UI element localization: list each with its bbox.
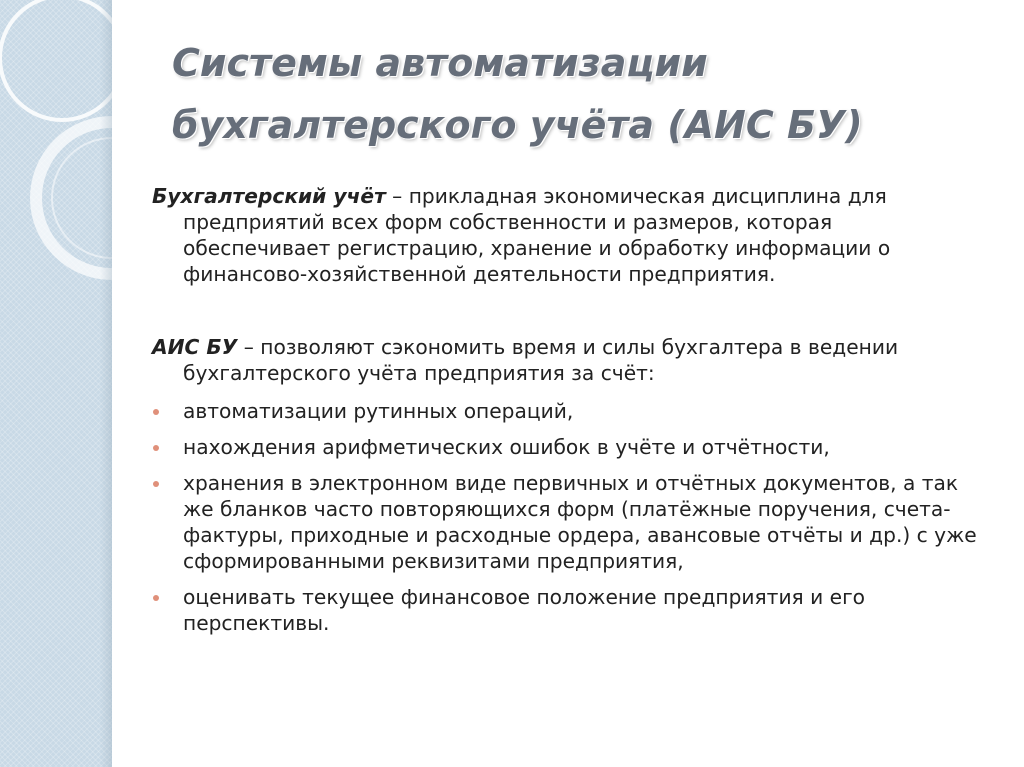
list-item-text: оценивать текущее финансовое положение предприятия и его перспективы. <box>183 585 866 635</box>
sidebar-shade <box>100 0 112 767</box>
list-item <box>152 470 982 574</box>
decorative-sidebar <box>0 0 112 767</box>
title-line-2: бухгалтерского учёта (АИС БУ) <box>172 103 863 147</box>
bullet-dot-icon <box>153 595 159 601</box>
decorative-rings-icon <box>0 0 112 767</box>
bullet-dot-icon <box>153 445 159 451</box>
list-item <box>152 398 982 424</box>
ais-term: АИС БУ <box>152 335 238 359</box>
definition-text: – прикладная экономическая дисциплина для предприятий всех форм собственности и размеров, которая обеспечивает регистрацию, хранение и обработку информации о финансово-хозяйственной деятельности предприятия. <box>183 184 891 286</box>
benefits-list <box>152 398 982 636</box>
title-line-1: Системы автоматизации <box>172 41 708 85</box>
ais-text: – позволяют сэкономить время и силы бухгалтера в ведении бухгалтерского учёта предприятия за счёт: <box>183 335 899 385</box>
list-item <box>152 584 982 636</box>
slide-body <box>152 183 982 646</box>
slide-title <box>172 32 992 156</box>
list-item-text: автоматизации рутинных операций, <box>183 399 574 423</box>
list-item-text: хранения в электронном виде первичных и отчётных документов, а так же бланков часто повторяющихся форм (платёжные поручения, счета-фактуры, приходные и расходные ордера, авансовые отчёты и др.) с уже сформированными реквизитами предприятия, <box>183 471 977 573</box>
definition-term: Бухгалтерский учёт <box>152 184 386 208</box>
list-item-text: нахождения арифметических ошибок в учёте и отчётности, <box>183 435 830 459</box>
ais-paragraph <box>152 334 982 386</box>
bullet-dot-icon <box>153 409 159 415</box>
definition-paragraph <box>152 183 982 287</box>
list-item <box>152 434 982 460</box>
bullet-dot-icon <box>153 481 159 487</box>
